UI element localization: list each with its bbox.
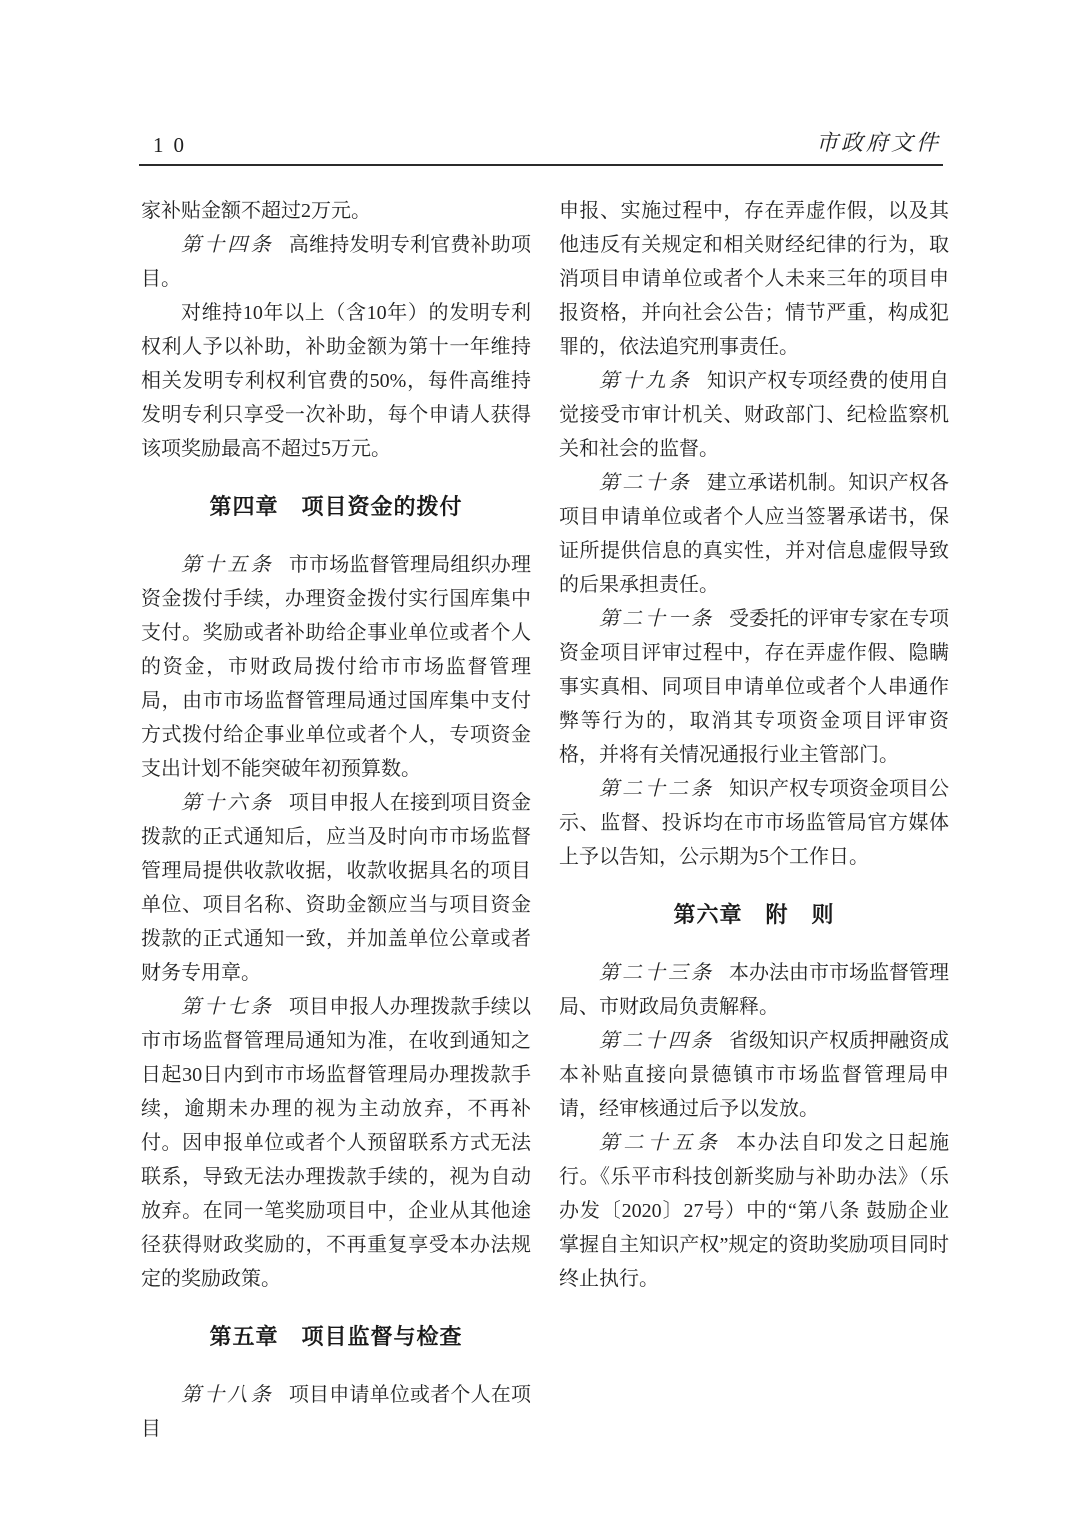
article-number: 第二十三条 xyxy=(599,962,714,984)
header-rule xyxy=(139,164,943,166)
paragraph-text: 项目申请单位或者个人在项目 xyxy=(141,1384,532,1440)
article-number: 第十七条 xyxy=(181,996,274,1018)
header-doc-label: 市政府文件 xyxy=(815,130,941,155)
article-number: 第二十四条 xyxy=(599,1030,714,1052)
paragraph-text: 市市场监督管理局组织办理资金拨付手续，办理资金拨付实行国库集中支付。奖励或者补助给企事业单位或者个人的资金，市财政局拨付给市市场监督管理局，由市市场监督管理局通过国库集中支付方式拨付给企事业单位或者个人，专项资金支出计划不能突破年初预算数。 xyxy=(141,554,532,780)
article-paragraph xyxy=(559,772,949,874)
article-number: 第十五条 xyxy=(181,554,274,576)
article-paragraph xyxy=(559,364,949,466)
article-paragraph xyxy=(141,786,531,990)
paragraph-text: 省级知识产权质押融资成本补贴直接向景德镇市市场监督管理局申请，经审核通过后予以发放。 xyxy=(559,1030,949,1120)
paragraph-text: 项目申报人办理拨款手续以市市场监督管理局通知为准，在收到通知之日起30日内到市市场监督管理局办理拨款手续，逾期未办理的视为主动放弃，不再补付。因申报单位或者个人预留联系方式无法联系，导致无法办理拨款手续的，视为自动放弃。在同一笔奖励项目中，企业从其他途径获得财政奖励的，不再重复享受本办法规定的奖励政策。 xyxy=(141,996,532,1290)
article-paragraph xyxy=(141,1378,531,1446)
article-number: 第二十条 xyxy=(599,472,692,494)
article-paragraph xyxy=(559,602,949,772)
article-number: 第二十二条 xyxy=(599,778,714,800)
article-number: 第二十一条 xyxy=(599,608,714,630)
paragraph-text: 对维持10年以上（含10年）的发明专利权利人予以补助，补助金额为第十一年维持相关发明专利权利官费的50%，每件高维持发明专利只享受一次补助，每个申请人获得该项奖励最高不超过5万元。 xyxy=(141,302,531,460)
article-paragraph xyxy=(141,990,531,1296)
page-header xyxy=(141,126,945,162)
paragraph-text: 本办法自印发之日起施行。《乐平市科技创新奖励与补助办法》（乐办发〔2020〕27号）中的“第八条 鼓励企业掌握自主知识产权”规定的资助奖励项目同时终止执行。 xyxy=(559,1132,950,1290)
chapter-heading: 第五章 项目监督与检查 xyxy=(209,1324,463,1349)
article-number: 第十六条 xyxy=(181,792,274,814)
paragraph-text: 知识产权专项资金项目公示、监督、投诉均在市市场监管局官方媒体上予以告知，公示期为5个工作日。 xyxy=(559,778,949,868)
article-paragraph xyxy=(141,548,531,786)
article-paragraph xyxy=(559,1024,949,1126)
right-column xyxy=(559,194,949,1446)
article-paragraph xyxy=(559,956,949,1024)
body-paragraph xyxy=(559,194,949,364)
paragraph-text: 申报、实施过程中，存在弄虚作假，以及其他违反有关规定和相关财经纪律的行为，取消项目申请单位或者个人未来三年的项目申报资格，并向社会公告；情节严重，构成犯罪的，依法追究刑事责任。 xyxy=(559,200,949,358)
article-number: 第十八条 xyxy=(181,1384,274,1406)
document-body xyxy=(141,194,949,1446)
article-number: 第十九条 xyxy=(599,370,692,392)
paragraph-text: 建立承诺机制。知识产权各项目申请单位或者个人应当签署承诺书，保证所提供信息的真实性，并对信息虚假导致的后果承担责任。 xyxy=(559,472,950,596)
body-paragraph xyxy=(141,296,531,466)
page-number: 10 xyxy=(153,133,194,157)
article-paragraph xyxy=(141,228,531,296)
paragraph-text: 高维持发明专利官费补助项目。 xyxy=(141,234,532,290)
article-paragraph xyxy=(559,466,949,602)
paragraph-text: 项目申报人在接到项目资金拨款的正式通知后，应当及时向市市场监督管理局提供收款收据，收款收据具名的项目单位、项目名称、资助金额应当与项目资金拨款的正式通知一致，并加盖单位公章或者财务专用章。 xyxy=(141,792,532,984)
left-column xyxy=(141,194,531,1446)
article-number: 第二十五条 xyxy=(599,1132,722,1154)
article-paragraph xyxy=(559,1126,949,1296)
chapter-heading: 第六章 附 则 xyxy=(673,902,835,927)
chapter-heading: 第四章 项目资金的拨付 xyxy=(209,494,463,519)
paragraph-text: 知识产权专项经费的使用自觉接受市审计机关、财政部门、纪检监察机关和社会的监督。 xyxy=(559,370,950,460)
paragraph-text: 家补贴金额不超过2万元。 xyxy=(141,200,371,222)
paragraph-text: 受委托的评审专家在专项资金项目评审过程中，存在弄虚作假、隐瞒事实真相、同项目申请单位或者个人串通作弊等行为的，取消其专项资金项目评审资格，并将有关情况通报行业主管部门。 xyxy=(559,608,949,766)
article-number: 第十四条 xyxy=(181,234,274,256)
paragraph-text: 本办法由市市场监督管理局、市财政局负责解释。 xyxy=(559,962,949,1018)
body-paragraph xyxy=(141,194,531,228)
